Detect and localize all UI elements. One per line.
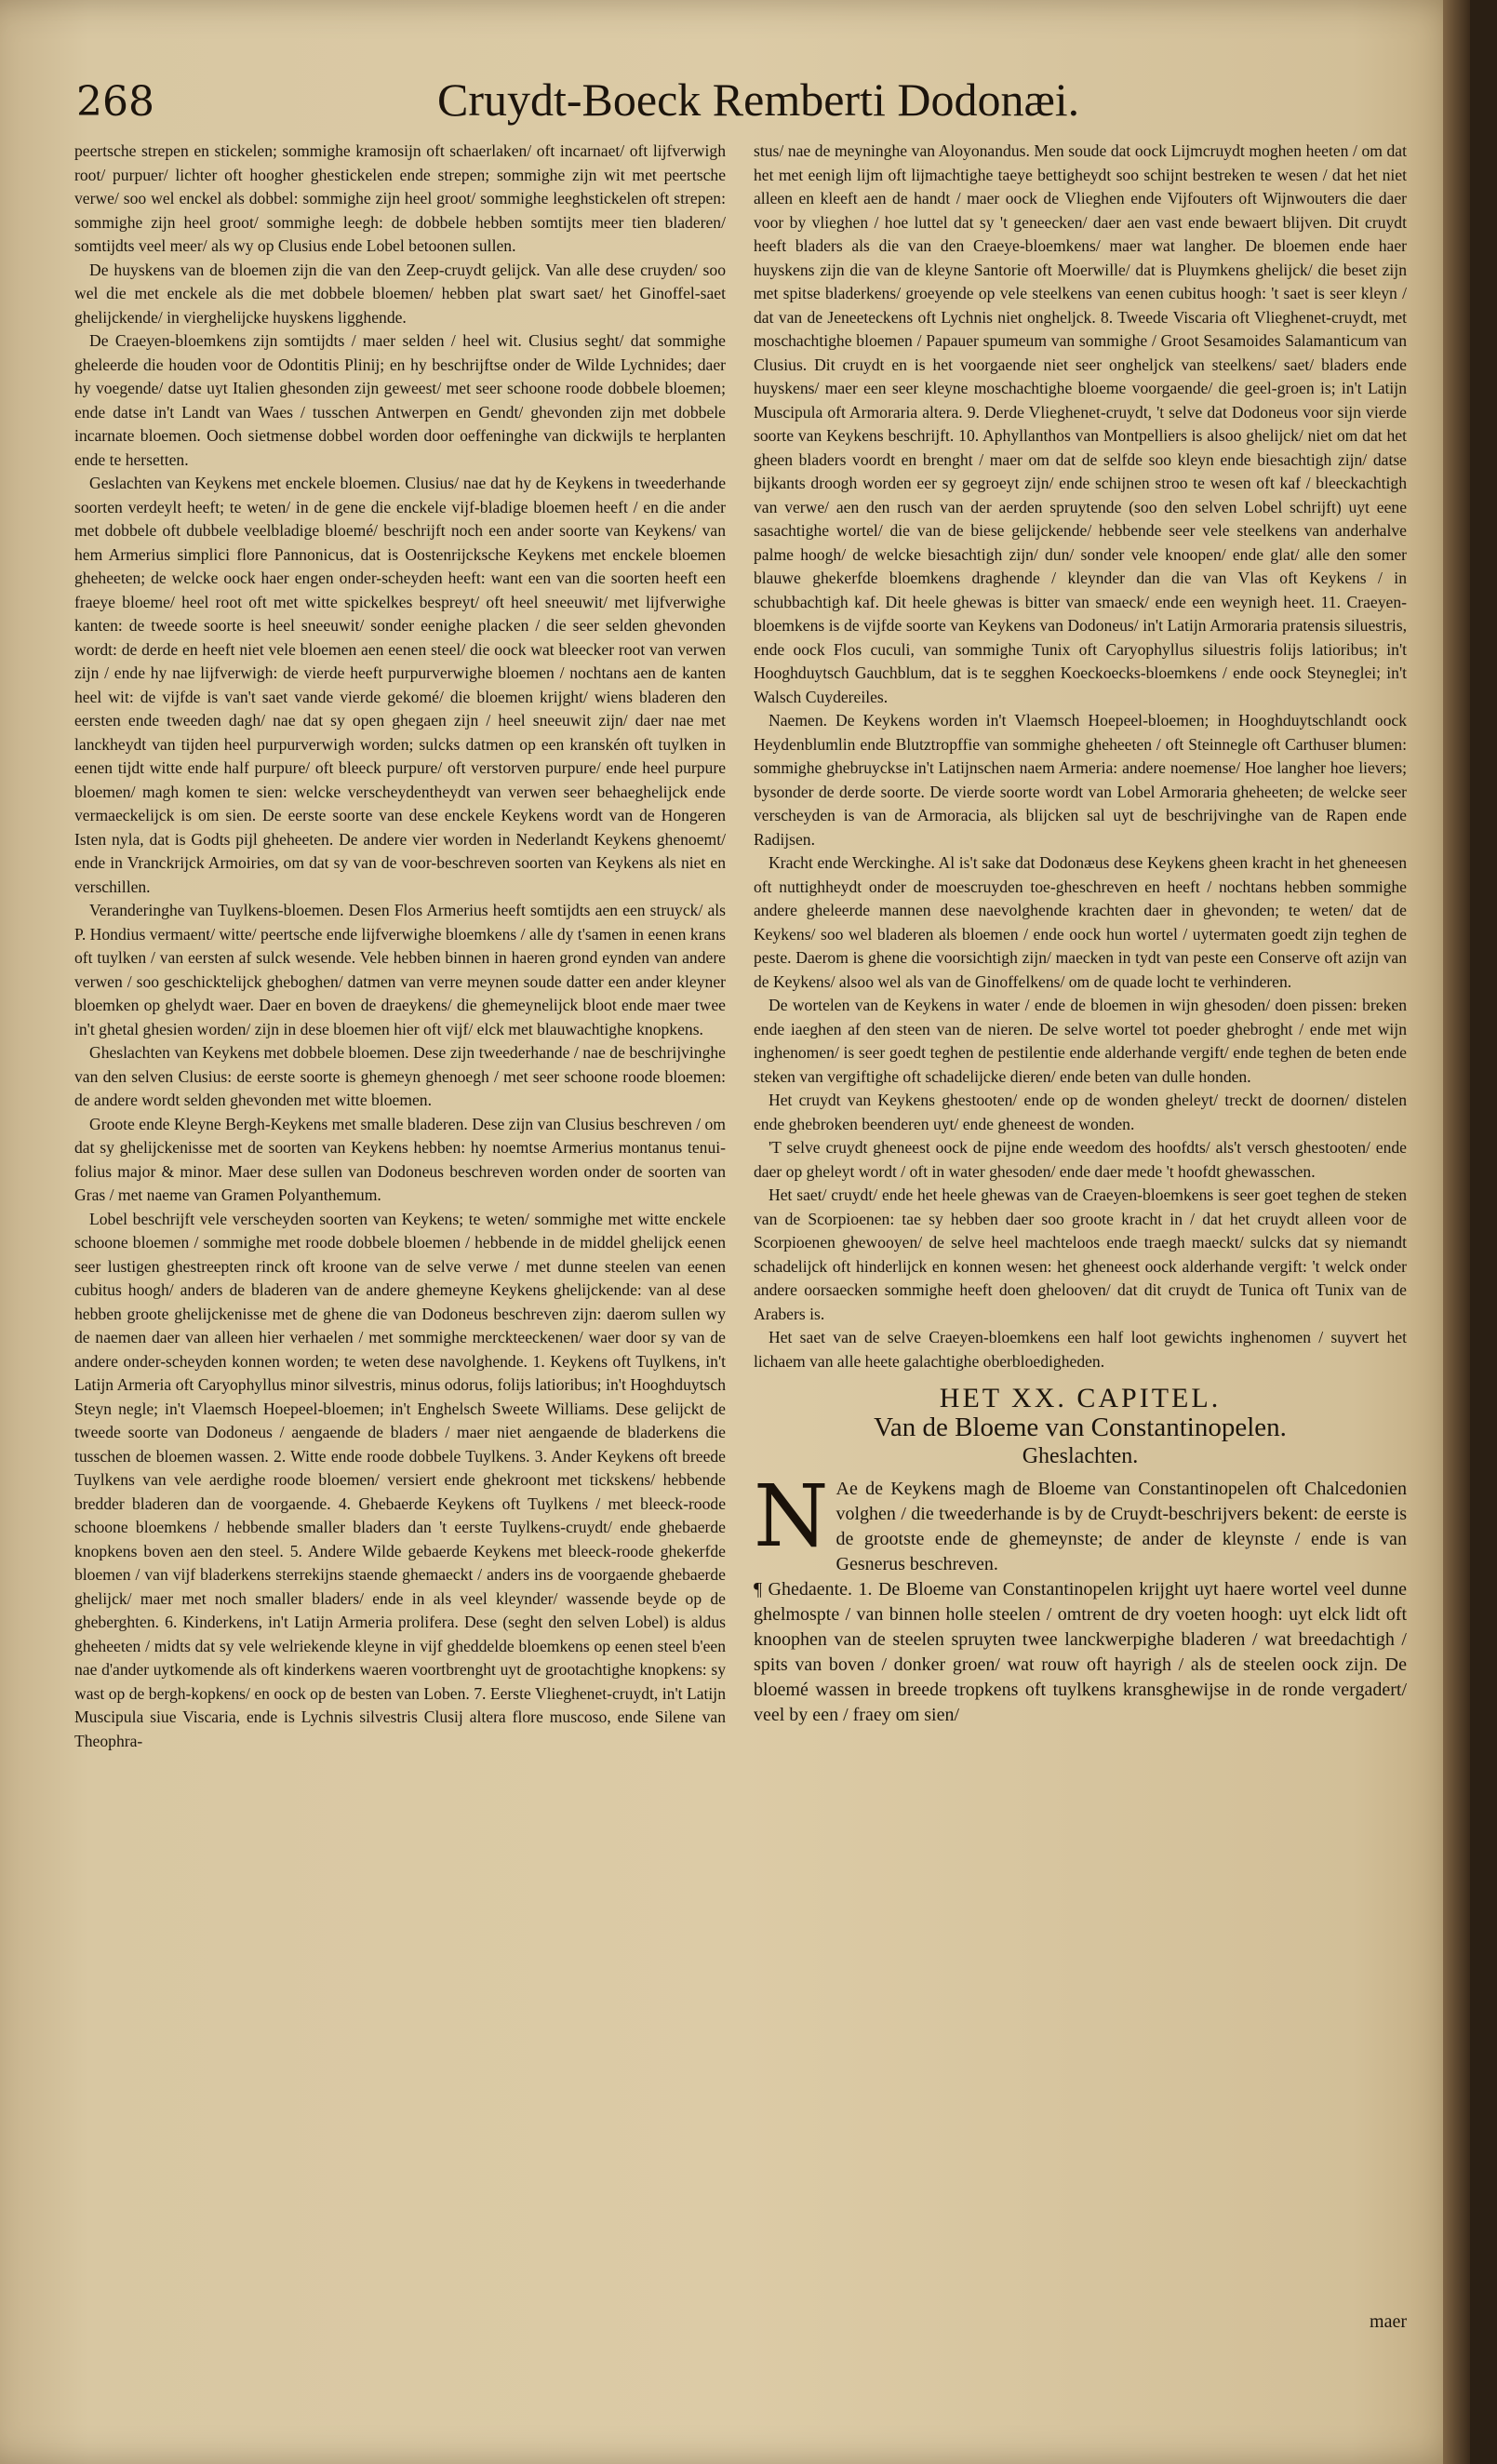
paragraph: 'T selve cruydt gheneest oock de pijne ende weedom des hoofdts/ als't versch ghestooten/ ende daer op gheleyt wordt / oft in water ghesoden/ ende daer mede 't hoofdt ghewasschen. bbox=[754, 1138, 1407, 1181]
chapter-intro bbox=[754, 1466, 1407, 1577]
paragraph: Veranderinghe van Tuylkens-bloemen. Desen Flos Armerius heeft somtijdts aen een struyck/ als P. Hondius vermaent/ witte/ peertsche ende lijfverwighe bloemkens / alle dy t'samen in eenen krans oft tuylken / van eersten af sulck wesende. Vele hebben binnen in haeren grond eynden van andere verwen / soo geschicktelijck gheboghen/ datmen van verre meynen soude datter een ander kleyner bloemken op ghelydt waer. Daer en boven de draeykens/ die ghemeynelijck bloot ende maer twee in't ghetal ghesien worden/ zijn in dese bloemen hier oft vijf/ elck met blauwachtighe knopkens. bbox=[74, 901, 726, 1038]
paragraph: Het cruydt van Keykens ghestooten/ ende op de wonden gheleyt/ treckt de doornen/ distelen ende ghebroken beenderen uyt/ ende gheneest de wonden. bbox=[754, 1091, 1407, 1133]
running-title: Cruydt-Boeck Remberti Dodonæi. bbox=[437, 74, 1080, 126]
section-label: Gheslachten. bbox=[1022, 1444, 1139, 1468]
right-column bbox=[754, 140, 1407, 2373]
paragraph: Geslachten van Keykens met enckele bloemen. Clusius/ nae dat hy de Keykens in tweederhande soorten verdeylt heeft; te weten/ in de gene die enckele vijf-bladige bloemen heeft / en die ander met dobbele oft dubbele veelbladige bloemé/ beschrijft noch een ander soorte van Keykens/ van hem Armerius simplici flore Pannonicus, dat is Oostenrijcksche Keykens met enckele bloemen gheheeten; de welcke oock haer engen onder-scheyden heeft: want een van die soorten heeft een fraeye bloeme/ heel root oft met witte spickelkes bespreyt/ oft heel sneeuwit/ met lijfverwighe kanten: de tweede soorte is heel sneeuwit/ sonder eenighe placken / die seer selden ghevonden wordt: de derde en heeft niet vele bloemen aen eenen steel/ die oock wat bleecker root van verwen zijn / ende hy nae lijfverwigh: de vierde heeft purpurverwighe bloemen / nochtans aen de kanten heel wit: de vijfde is van't saet vande vierde gekomé/ die bloemen krijght/ wiens bladeren den eersten ende tweeden dagh/ nae dat sy open ghegaen zijn / heel sneeuwit zijn/ daer nae met lanckheydt van tijden heel purpurverwigh worden; sulcks datmen op een kranskén oft tuylken in eenen tijdt witte ende half purpure/ oft bleeck purpure/ oft verstorven purpure/ ende heel purpure bloemen/ magh komen te sien: welcke verscheydentheydt van verwen seer behaeghelijck ende vermaeckelijck is om sien. De eerste soorte van dese enckele Keykens wordt van de Hongeren Isten nyla, dat is Godts pijl gheheeten. De andere vier worden in Nederlandt Keykens ghenoemt/ ende in Vranckrijck Armoiries, om dat sy van de voor-beschreven soorten van Keykens als niet en verschillen. bbox=[74, 474, 726, 896]
paragraph: stus/ nae de meyninghe van Aloyonandus. Men soude dat oock Lijmcruydt moghen heeten / om dat het met eenigh lijm oft lijmachtighe taeye bettigheydt soo schijnt bestreken te wesen / dat het niet alleen en kleeft aen de handt / maer oock de Vlieghen ende Vijfouters oft Wijnwouters die daer voor by vlieghen / hoe luttel dat sy 't geneecken/ daer aen vast ende bewaert blijven. Dit cruydt heeft bladers als die van den Craeye-bloemkens/ maer wat langher. De bloemen ende haer huyskens zijn die van de kleyne Santorie oft Moerwille/ dat is Pluymkens ghelijck/ die beset zijn met spitse bladerkens/ groeyende op vele steelkens van eenen cubitus hoogh: 't saet is seer kleyn / dat van de Jeneeteckens oft Lychnis niet ongheljck. 8. Tweede Viscaria oft Vlieghenet-cruydt, met moschachtighe bloemen / Papauer spumeum van sommighe / Groot Sesamoides Salamanticum van Clusius. Dit cruydt en is het voorgaende niet seer ongheljck van steelkens/ saet/ bladers ende huyskens/ maer een seer kleyne moschachtighe bloeme voorgaende/ die geel-groen is; in't Latijn Muscipula oft Armoraria altera. 9. Derde Vlieghenet-cruydt, 't selve dat Dodoneus voor sijn vierde soorte van Keykens beschrijft. 10. Aphyllanthos van Montpelliers is alsoo ghelijck/ niet om dat het gheen bladers voordt en brenght / maer om dat de selfde soo kleyn ende biesachtigh zijn/ datse bijkants droogh worden eer sy gegroeyt zijn/ ende schijnen stroo te wesen oft kaf / bleeckachtigh van verwe/ aen den rusch van der aerden spruytende (soo den selven Lobel schrijft) uyt eene sasachtighe wortel/ die van de biese gelijckende/ hebbende seer vele steelkens van anderhalve palme hoogh/ de welcke biesachtigh zijn/ dun/ sonder vele knoopen/ ende glat/ alle den somer blauwe ghekerfde bloemkens draghende / kleynder dan die van Vlas oft Keykens / in schubbachtigh kaf. Dit heele ghewas is bitter van smaeck/ ende een weynigh heet. 11. Craeyen-bloemkens is de vijfde soorte van Keykens van Dodoneus/ in't Latijn Armoraria pratensis siluestris, ende oock Flos cuculi, van sommighe Tunix oft Caryophyllus siluestris folijs latioribus; in't Hooghduytsch Gauchblum, dat is te segghen Koeckoecks-bloemkens / ende oock Steyneglei; in't Walsch Cuydereiles. bbox=[754, 141, 1407, 706]
paragraph: Kracht ende Werckinghe. Al is't sake dat Dodonæus dese Keykens gheen kracht in het gheneesen oft nuttighheydt onder de moescruyden toe-gheschreven en heeft / nochtans hebben sommighe andere gheleerde mannen dese naevolghende krachten daer in ghevonden; te weten/ dat de Keykens/ soo wel bladeren als bloemen / ende oock hun wortel / uytermaten goedt zijn teghen de peste. Daerom is ghene die voorsichtigh zijn/ maecken in tydt van peste een Conserve oft azijn van de Keykens/ alsoo wel als van de Ginoffelkens/ om de quade locht te verhinderen. bbox=[754, 853, 1407, 991]
chapter-description: ¶ Ghedaente. 1. De Bloeme van Constantinopelen krijght uyt haere wortel veel dunne ghelmospte / van binnen holle steelen / omtrent de dry voeten hoogh: uyt elck lidt oft knoophen van de steelen spruyten twee lanckwerpighe bladeren / wat breedachtigh / spits van boven / donker groen/ wat rouw oft hayrigh / als de steelen oock zijn. De bloemé wassen in breede tropkens oft tuylkens kransghewijse in de ronde vergadert/ veel by een / fraey om sien/ bbox=[754, 1578, 1407, 1725]
paragraph: Lobel beschrijft vele verscheyden soorten van Keykens; te weten/ sommighe met witte enckele schoone bloemen / sommighe met roode dobbele bloemen / hebbende in de middel ghelijck eenen seer lustigen ghestreepten rinck oft kroone van de selve verwe / met dunne steelen van eenen cubitus hoogh/ anders de bladeren van de andere ghemeyne Keykens ghelijckende: van al dese hebben groote ghelijckenisse met de ghene die van Dodoneus beschreven zijn: daerom sullen wy de naemen daer van alleen hier verhaelen / met sommighe merckteeckenen/ waer door sy van de andere onder-scheyden konnen worden; te weten dese navolghende. 1. Keykens oft Tuylkens, in't Latijn Armeria oft Caryophyllus minor silvestris, minus odorus, folijs latioribus; in't Hooghduytsch Steyn negle; in't Vlaemsch Hoepeel-bloemen; in't Enghelsch Sweete Williams. Dese gelijckt de tweede soorte van Dodoneus / aengaende de bladers / maer niet aengaende de bladerkens die tusschen de bloemen wassen. 2. Witte ende roode dobbele Tuylkens. 3. Ander Keykens oft breede Tuylkens van vele aerdighe roode bloemen/ versiert ende ghekroont met tickskens/ hebbende bredder bladeren dan de voorgaende. 4. Ghebaerde Keykens oft Tuylkens / met bleeck-roode schoone bloemkens / hebbende smaller bladers dan 't eerste Tuylkens-cruydt/ ende ghebaerde knopkens boven aen den steel. 5. Andere Wilde gebaerde Keykens met bleeck-roode ghekerfde bloemen / van vijf bladerkens sterrekijns staende ghemaeckt / anders ins de voorgaende ghebaerde ghelijck/ maer met noch smaller bladers/ ende in als veel kleynder/ wassende beyde op de gheberghten. 6. Kinderkens, in't Latijn Armeria prolifera. Dese (seght den selven Lobel) is aldus gheheeten / midts dat sy vele welriekende kleyne in vijf gheddelde bloemkens op eenen steel b'een nae d'ander uytkomende als oft kinderkens waeren voortbrenght uyt de grootachtighe knopkens: sy wast op de bergh-kopkens/ en oock op de besten van Loben. 7. Eerste Vlieghenet-cruydt, in't Latijn Muscipula siue Viscaria, ende is Lychnis silvestris Clusij altera flore muscoso, ende Silene van Theophra- bbox=[74, 1209, 726, 1750]
catchword: maer bbox=[1370, 2310, 1407, 2332]
chapter-intro-text: Ae de Keykens magh de Bloeme van Constantinopelen oft Chalcedonien volghen / die tweederhande is by de Cruydt-beschrijvers bekent: de eerste is de grootste ende de ghemeynste; de ander de kleynste / ende is van Gesnerus beschreven. bbox=[835, 1478, 1407, 1574]
paragraph: Het saet van de selve Craeyen-bloemkens een half loot gewichts inghenomen / suyvert het lichaem van alle heete galachtighe oberbloedigheden. bbox=[754, 1328, 1407, 1371]
chapter-heading: HET XX. CAPITEL. bbox=[939, 1383, 1222, 1413]
page-number: 268 bbox=[76, 78, 154, 126]
paragraph: De Craeyen-bloemkens zijn somtijdts / maer selden / heel wit. Clusius seght/ dat sommighe gheleerde die houden voor de Odontitis Plinij; en hy beschrijftse onder de Wilde Lychnides; daer hy voegende/ datse uyt Italien ghesonden zijn geweest/ met seer schoone roode dobbele bloemen; ende datse in't Landt van Waes / tusschen Antwerpen en Gendt/ ghevonden zijn met dobbele incarnate bloemen. Ooch sietmense dobbel worden door oeffeninghe van dickwijls te herplanten ende te hersetten. bbox=[74, 331, 726, 469]
page-header bbox=[56, 73, 1414, 132]
paragraph: Gheslachten van Keykens met dobbele bloemen. Dese zijn tweederhande / nae de beschrijvinghe van den selven Clusius: de eerste soorte is ghemeyn ghenoegh / met seer schoone roode bloemen: de andere wordt selden ghevonden met witte bloemen. bbox=[74, 1043, 726, 1109]
paragraph: Het saet/ cruydt/ ende het heele ghewas van de Craeyen-bloemkens is seer goet teghen de steken van de Scorpioenen: tae sy hebben daer soo groote kracht in / dat het cruydt alleen voor de Scorpioenen ghewooyen/ de selve heel machteloos ende traegh maeckt/ sulcks dat sy niemandt schadelijck oft hinderlijck en konnen wesen: het gheneest oock alderhande vergift: 't welck onder andere oorsaecken sommighe heeft doen ghelooven/ dat dit cruydt de Tunica oft Tunix van de Arabers is. bbox=[754, 1185, 1407, 1323]
chapter-subtitle: Van de Bloeme van Constantinopelen. bbox=[874, 1412, 1287, 1442]
left-column bbox=[74, 140, 726, 2373]
drop-cap: N bbox=[754, 1466, 829, 1566]
paragraph: peertsche strepen en stickelen; sommighe kramosijn oft schaerlaken/ oft incarnaet/ oft lijfverwigh root/ purpuer/ lichter oft hoogher ghestickelen ende strepen; sommighe zijn wit met peertsche verwe/ soo wel enckel als dobbel: sommighe zijn heel groot/ sommighe leeghstickelen oft strepen: sommighe zijn heel groot/ sommighe leegh: de dobbele hebben somtijts meer tien bladeren/ somtijdts veel meer/ als wy op Clusius ende Lobel betoonen sullen. bbox=[74, 141, 726, 255]
paragraph: Groote ende Kleyne Bergh-Keykens met smalle bladeren. Dese zijn van Clusius beschreven / om dat sy ghelijckenisse met de soorten van Keykens hebben: hy noemtse Armerius montanus tenui-folius major & minor. Maer dese sullen van Dodoneus beschreven worden onder de soorten van Gras / met naeme van Gramen Polyanthemum. bbox=[74, 1114, 726, 1204]
page-edge-shadow bbox=[1443, 0, 1470, 2464]
paragraph: Naemen. De Keykens worden in't Vlaemsch Hoepeel-bloemen; in Hooghduytschlandt oock Heydenblumlin ende Blutztropffie van sommighe gheheeten / oft Steinnegle oft Carthuser blumen: sommighe ghebruyckse in't Latijnschen naem Armeria: andere noemense/ Hoe langher hoe lievers; bysonder de derde soorte. De vierde soorte wordt van Lobel Armoraria gheheeten; de welcke seer verscheyden is van de Armoracia, als blijcken sal uyt de beschrijvinghe van de Rapen ende Radijsen. bbox=[754, 711, 1407, 849]
paragraph: De huyskens van de bloemen zijn die van den Zeep-cruydt gelijck. Van alle dese cruyden/ soo wel die met enckele als die met dobbele bloemen/ hebben plat swart saet/ het Ginoffel-saet ghelijckende/ in vierghelijcke huyskens ligghende. bbox=[74, 260, 726, 327]
paragraph: De wortelen van de Keykens in water / ende de bloemen in wijn ghesoden/ doen pissen: breken ende iaeghen af den steen van de nieren. De selve wortel tot poeder ghebroght / ende met wijn inghenomen/ is seer goedt teghen de pestilentie ende alderhande vergift/ ende teghen de beten ende steken van vergiftighe oft schadelijcke dieren/ ende beten van dulle honden. bbox=[754, 996, 1407, 1086]
